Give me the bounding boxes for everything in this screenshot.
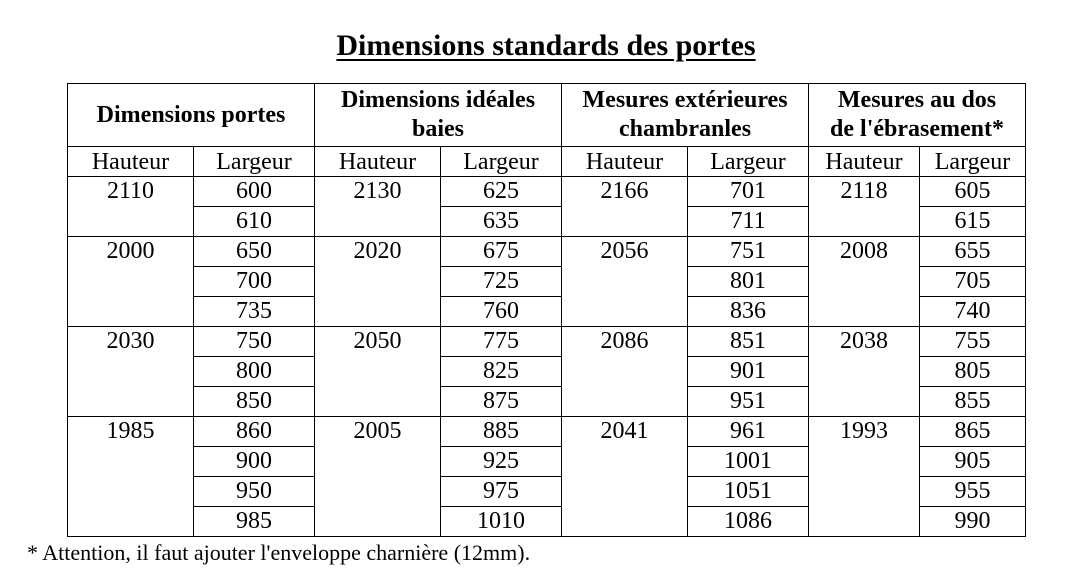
table-body	[68, 177, 1026, 537]
page-title: Dimensions standards des portes	[336, 29, 756, 62]
largeur-cell: 955	[920, 477, 1026, 507]
table-row	[68, 177, 1026, 207]
largeur-cell: 735	[194, 297, 315, 327]
hauteur-cell: 2118	[809, 177, 920, 237]
hauteur-cell: 2038	[809, 327, 920, 417]
door-dimensions-table	[67, 83, 1026, 537]
largeur-cell: 825	[441, 357, 562, 387]
hauteur-cell: 2041	[562, 417, 688, 537]
group-header-line: Dimensions idéales	[341, 87, 536, 113]
largeur-cell: 705	[920, 267, 1026, 297]
table-row	[68, 417, 1026, 447]
subheader-hauteur: Hauteur	[68, 147, 194, 177]
group-header-line: chambranles	[619, 116, 752, 142]
sub-header-row	[68, 147, 1026, 177]
table-row	[68, 237, 1026, 267]
subheader-largeur: Largeur	[920, 147, 1026, 177]
largeur-cell: 855	[920, 387, 1026, 417]
hauteur-cell: 2030	[68, 327, 194, 417]
largeur-cell: 655	[920, 237, 1026, 267]
largeur-cell: 865	[920, 417, 1026, 447]
subheader-hauteur: Hauteur	[315, 147, 441, 177]
largeur-cell: 615	[920, 207, 1026, 237]
largeur-cell: 901	[688, 357, 809, 387]
hauteur-cell: 2056	[562, 237, 688, 327]
largeur-cell: 875	[441, 387, 562, 417]
largeur-cell: 951	[688, 387, 809, 417]
largeur-cell: 900	[194, 447, 315, 477]
hauteur-cell: 2005	[315, 417, 441, 537]
largeur-cell: 760	[441, 297, 562, 327]
table-row	[68, 327, 1026, 357]
largeur-cell: 985	[194, 507, 315, 537]
largeur-cell: 1086	[688, 507, 809, 537]
hauteur-cell: 2166	[562, 177, 688, 237]
largeur-cell: 625	[441, 177, 562, 207]
largeur-cell: 975	[441, 477, 562, 507]
largeur-cell: 775	[441, 327, 562, 357]
footnote: * Attention, il faut ajouter l'enveloppe charnière (12mm).	[27, 540, 531, 565]
largeur-cell: 740	[920, 297, 1026, 327]
largeur-cell: 675	[441, 237, 562, 267]
largeur-cell: 701	[688, 177, 809, 207]
largeur-cell: 1010	[441, 507, 562, 537]
group-header-1	[315, 84, 562, 147]
group-header-line: Mesures extérieures	[582, 87, 788, 113]
hauteur-cell: 1993	[809, 417, 920, 537]
largeur-cell: 700	[194, 267, 315, 297]
largeur-cell: 925	[441, 447, 562, 477]
largeur-cell: 885	[441, 417, 562, 447]
group-header-line: baies	[412, 116, 465, 142]
largeur-cell: 805	[920, 357, 1026, 387]
hauteur-cell: 2008	[809, 237, 920, 327]
largeur-cell: 725	[441, 267, 562, 297]
largeur-cell: 850	[194, 387, 315, 417]
largeur-cell: 1001	[688, 447, 809, 477]
largeur-cell: 600	[194, 177, 315, 207]
hauteur-cell: 2130	[315, 177, 441, 237]
hauteur-cell: 2050	[315, 327, 441, 417]
subheader-hauteur: Hauteur	[809, 147, 920, 177]
largeur-cell: 800	[194, 357, 315, 387]
largeur-cell: 750	[194, 327, 315, 357]
group-header-line: de l'ébrasement*	[830, 116, 1005, 142]
largeur-cell: 860	[194, 417, 315, 447]
subheader-largeur: Largeur	[194, 147, 315, 177]
group-header-line: Dimensions portes	[96, 101, 286, 128]
subheader-largeur: Largeur	[688, 147, 809, 177]
hauteur-cell: 1985	[68, 417, 194, 537]
subheader-hauteur: Hauteur	[562, 147, 688, 177]
largeur-cell: 950	[194, 477, 315, 507]
hauteur-cell: 2110	[68, 177, 194, 237]
largeur-cell: 1051	[688, 477, 809, 507]
group-header-2	[562, 84, 809, 147]
group-header-row	[68, 84, 1026, 147]
largeur-cell: 755	[920, 327, 1026, 357]
largeur-cell: 961	[688, 417, 809, 447]
group-header-3	[809, 84, 1026, 147]
group-header-0	[68, 84, 315, 147]
largeur-cell: 605	[920, 177, 1026, 207]
largeur-cell: 635	[441, 207, 562, 237]
hauteur-cell: 2000	[68, 237, 194, 327]
largeur-cell: 610	[194, 207, 315, 237]
group-header-line: Mesures au dos	[837, 87, 997, 113]
largeur-cell: 751	[688, 237, 809, 267]
largeur-cell: 851	[688, 327, 809, 357]
hauteur-cell: 2020	[315, 237, 441, 327]
largeur-cell: 905	[920, 447, 1026, 477]
largeur-cell: 711	[688, 207, 809, 237]
largeur-cell: 990	[920, 507, 1026, 537]
hauteur-cell: 2086	[562, 327, 688, 417]
largeur-cell: 650	[194, 237, 315, 267]
subheader-largeur: Largeur	[441, 147, 562, 177]
largeur-cell: 836	[688, 297, 809, 327]
largeur-cell: 801	[688, 267, 809, 297]
